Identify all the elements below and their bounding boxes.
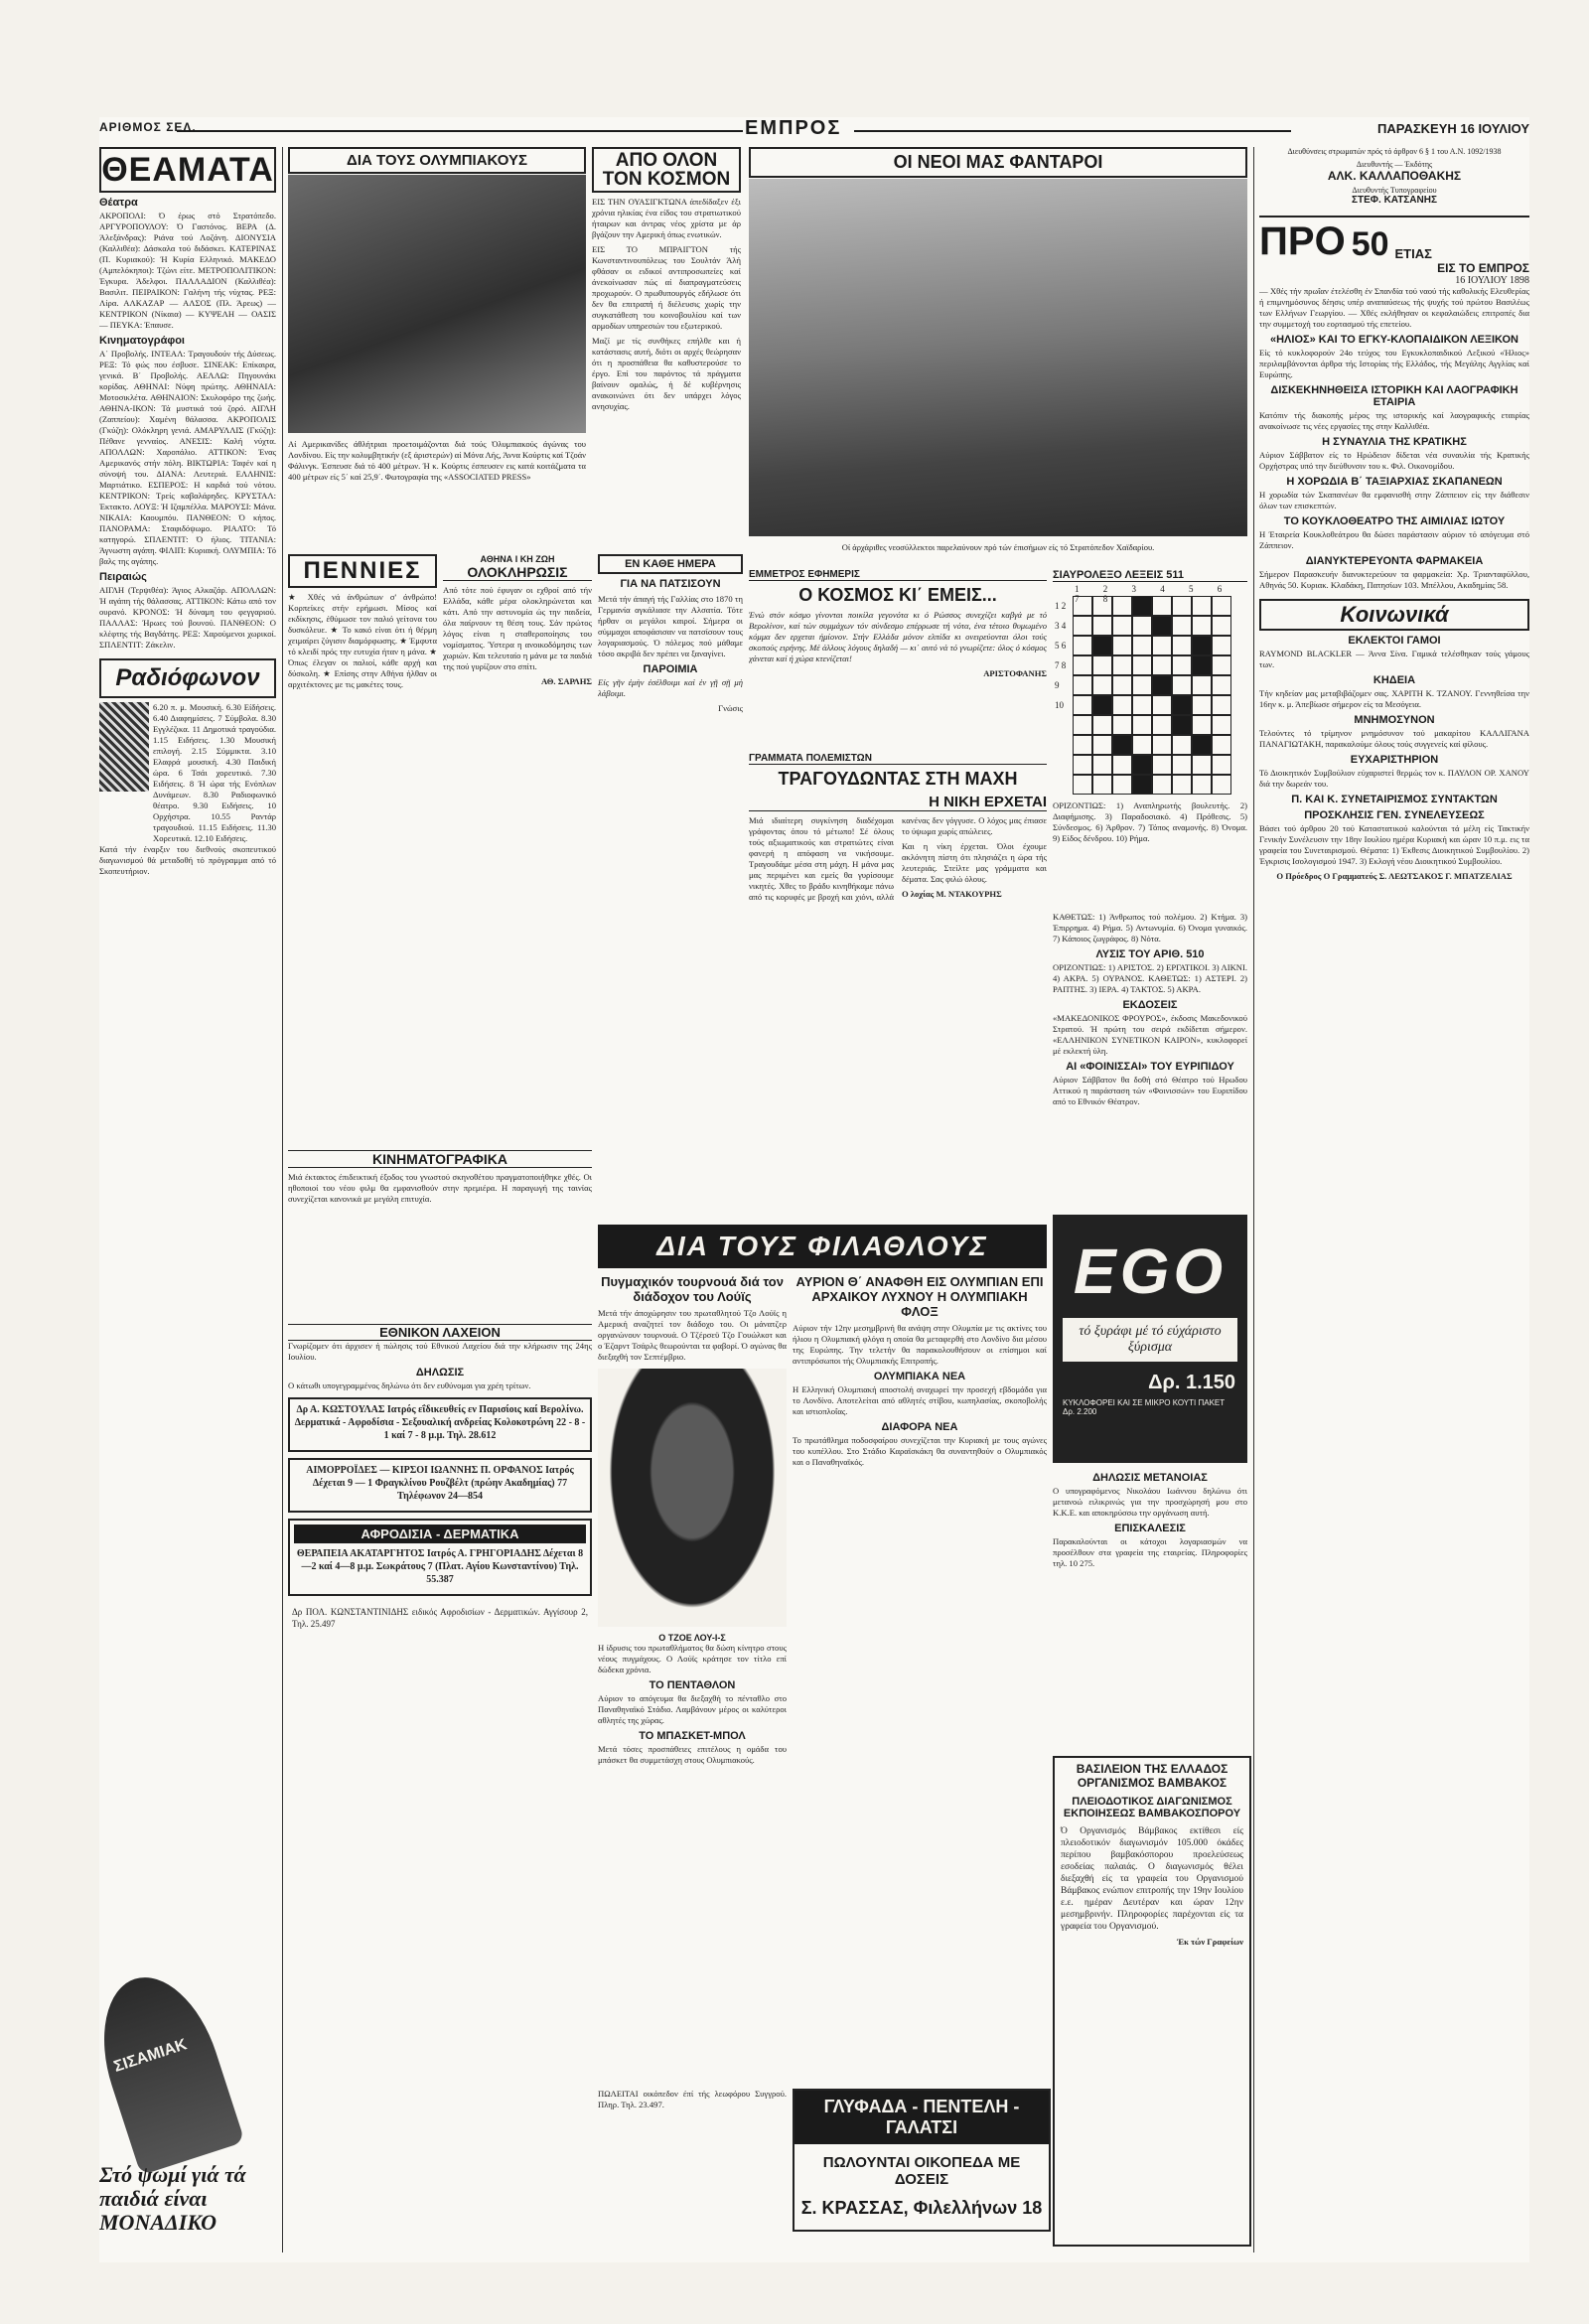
war-letters-title: ΤΡΑΓΟΥΔΩΝΤΑΣ ΣΤΗ ΜΑΧΗ — [778, 769, 1018, 789]
crossword-square — [1152, 755, 1172, 775]
fifty-years-header — [1259, 216, 1529, 261]
assembly-signature: Ο Πρόεδρος Ο Γραμματεύς Σ. ΛΕΩΤΣΑΚΟΣ Γ. ΜΠΑΤΖΕΛΙΑΣ — [1276, 871, 1513, 881]
crossword-square — [1073, 775, 1092, 795]
basketball-text: Μετά τόσες προσπάθειες επιτέλους η ομάδα του μπάσκετ θα συμμετάσχη στους Ολυμπιακούς. — [598, 1744, 787, 1765]
crossword-square — [1172, 695, 1192, 715]
pro-label: ΠΡΟ — [1259, 219, 1346, 263]
soldiers-caption: Οί άρχάριθες νεοσύλλεκτοι παρελαύνουν πρό τών έπισήμων είς τό Στρατόπεδον Χαϊδαρίου. — [841, 542, 1155, 552]
war-letters-kicker: ΓΡΑΜΜΑΤΑ ΠΟΛΕΜΙΣΤΩΝ — [749, 753, 1047, 765]
crossword-square — [1132, 596, 1152, 616]
crossword-square — [1212, 636, 1231, 655]
crossword-square — [1112, 655, 1132, 675]
masthead — [99, 117, 1529, 143]
weddings-heading: ΕΚΛΕΚΤΟΙ ΓΑΜΟΙ — [1348, 635, 1441, 647]
crossword-vertical: ΚΑΘΕΤΩΣ: 1) Άνθρωπος τού πολέμου. 2) Κτήμα. 3) Έπιρρημα. 4) Ρήμα. 5) Αντωνυμία. 6) Όνομα γυναικός. 7) Κάποιος ζωγράφος. 8) Νότα. — [1053, 912, 1247, 944]
crossword-square — [1192, 636, 1212, 655]
crossword-square — [1073, 636, 1092, 655]
olympians-section — [288, 147, 586, 544]
basileion-text: Ό Οργανισμός Βάμβακος εκτίθεσι είς πλειοδοτικόν διαγωνισμόν 105.000 όκάδες περίπου βαμβακόσπορου προελεύσεως εσοδείας παλαιάς. Ο διαγωνισμός θέλει διεξαχθή είς τα γραφεία του Οργανισμού Βάμβακος ενώπιον επιτροπής την 19ην Ιουλίου ε.ε. ημέραν Δευτέραν και ώραν 12ην μεσημβρινήν. Πληροφορίες παρέχονται είς τα γραφεία του Οργανισμού. — [1061, 1826, 1243, 1932]
crossword-square — [1073, 655, 1092, 675]
crossword-square — [1192, 616, 1212, 636]
crossword-square — [1172, 655, 1192, 675]
assembly-heading: ΠΡΟΣΚΛΗΣΙΣ ΓΕΝ. ΣΥΝΕΛΕΥΣΕΩΣ — [1304, 809, 1485, 821]
crossword-square — [1092, 715, 1112, 735]
war-letters-signature: Ο λοχίας Μ. ΝΤΑΚΟΥΡΗΣ — [902, 889, 1002, 899]
crossword-solution: ΟΡΙΖΟΝΤΙΩΣ: 1) ΑΡΙΣΤΟΣ. 2) ΕΡΓΑΤΙΚΟΙ. 3) ΛΙΚΝΙ. 4) ΑΚΡΑ. 5) ΟΥΡΑΝΟΣ. ΚΑΘΕΤΩΣ: 1) ΑΣΤΕΡΙ. 2) ΡΑΠΤΗΣ. 3) ΙΕΡΑ. 4) ΤΑΚΤΟΣ. 5) ΑΚΡΑ. — [1053, 962, 1247, 994]
crossword-solution-title: ΛΥΣΙΣ ΤΟΥ ΑΡΙΘ. 510 — [1095, 948, 1205, 960]
joe-louis-caption: Ο ΤΖΟΕ ΛΟΥ-Ι-Σ — [658, 1633, 726, 1643]
crossword-square — [1132, 755, 1152, 775]
war-letters-subtitle: Η ΝΙΚΗ ΕΡΧΕΤΑΙ — [749, 794, 1047, 811]
pennies-title: ΠΕΝΝΙΕΣ — [288, 554, 437, 588]
crossword-section — [1053, 569, 1247, 907]
doctor-ad-1-text: Δρ Α. ΚΩΣΤΟΥΛΑΣ Ιατρός εΐδικευθείς εν Παρισίοις καί Βερολίνω. Δερματικά - Αφροδίσια - Σεξουαλική ανδρείας Κολοκοτρώνη 22 - 8 - 1 καί 7 - 8 μ.μ. Τηλ. 28.612 — [294, 1404, 586, 1441]
pentathlon-text: Αύριον το απόγευμα θα διεξαχθή το πένταθλο στο Παναθηναϊκό Στάδιο. Λαμβάνουν μέρος οι καλύτεροι αθλητές της χώρας. — [598, 1693, 787, 1725]
olokliroseis-section — [443, 554, 592, 1150]
summons-heading: ΕΠΙΣΚΑΛΕΣΙΣ — [1114, 1523, 1186, 1534]
crossword-square — [1112, 675, 1132, 695]
right-sidebar — [1259, 147, 1529, 2262]
proverb-text: Εἰς γῆν ἐμὴν ἐσέλθοιμι καὶ ἐν γῇ σῇ μὴ λάβοιμι. — [598, 677, 743, 698]
crossword-square — [1112, 616, 1132, 636]
lottery-declaration-heading: ΔΗΛΩΣΙΣ — [415, 1367, 465, 1379]
war-letters-body — [749, 815, 1047, 904]
lottery-text: Γνωρίζομεν ότι άρχισεν ή πώλησις τού Εθνικού Λαχείου διά την κλήρωσιν της 24ης Ιουλίου. — [288, 1341, 592, 1362]
crossword-square — [1092, 636, 1112, 655]
funeral-heading: ΚΗΔΕΙΑ — [1372, 674, 1416, 686]
emmetros-poem: Ένώ στόν κόσμο γίνονται ποικίλα γεγονότα κι ό Ρώσσος συνεχίζει καβγά με τό Βερολίνον, καί τών συμμάχων τόν σύνδεσμο επέρρωσε τή νότα, ένα τέτοιο θυμωμένο κόμμα δεν ερχεται ήμίονον. Στήν Ελλάδα μόνον ελπίδα κι ονειρεύονται όλοι τούς σκοπούς ειρήνης. Μέ άλλους λόγους δηλαδή — κι΄ αυτό νά τό γνωρίζετε: όλος ό κόσμος χάνεται καί ή χώρα κτενίζεται! — [749, 610, 1047, 663]
daily-section — [598, 554, 743, 1150]
crossword-square — [1172, 755, 1192, 775]
for-sale-text: ΠΩΛΕΙΤΑΙ οικόπεδον έπί τής λεωφόρου Συγγρού. Πληρ. Τηλ. 23.497. — [598, 2089, 787, 2109]
page-number-label: ΑΡΙΘΜΟΣ ΣΕΛ. — [99, 120, 197, 134]
sports-banner — [598, 1225, 1047, 1268]
director-name: ΑΛΚ. ΚΑΛΛΑΠΟΘΑΚΗΣ — [1327, 169, 1462, 183]
olokliroseis-title: ΟΛΟΚΛΗΡΩΣΙΣ — [443, 564, 592, 581]
lottery-title: ΕΘΝΙΚΟΝ ΛΑΧΕΙΟΝ — [288, 1324, 592, 1341]
phoinissai-text: Αύριον Σάββατον θα δοθή στό Θέατρο τού Ηρωδου Αττικού η παράσταση τών «Φοινισσών» του Ευριπίδου από το Εθνικόν Θέατρον. — [1053, 1075, 1247, 1106]
crossword-square — [1112, 775, 1132, 795]
lottery-declaration-text: Ο κάτωθι υπογεγραμμένος δηλώνω ότι δεν ευθύνομαι για χρέη τρίτων. — [288, 1380, 531, 1390]
daily-heading: ΓΙΑ ΝΑ ΠΑΤΣΙΣΟΥΝ — [620, 578, 721, 590]
crossword-square — [1152, 655, 1172, 675]
daily-text: Μετά τήν άπαγή τής Γαλλίας στο 1870 τη Γερμανία αγκάλιασε την Αλσατία. Τότε ήρθαν οι μεγάλοι καιροί. Σήμερα οι σύμμαχοι αποφάσισαν να πατσίσουν τους λογαριασμούς. Ό πόλεμος πού μάθαμε τόσο ακριβά δεν πρέπει να ξαναγίνει. — [598, 594, 743, 658]
radio-note: Κατά τήν έναρξιν του διεθνούς σκοπευτικού διαγωνισμού θά μεταδοθή τό πρόγραμμα από τό Σκοπευτήριον. — [99, 844, 276, 876]
choir-heading: Η ΧΟΡΩΔΙΑ Β΄ ΤΑΞΙΑΡΧΙΑΣ ΣΚΑΠΑΝΕΩΝ — [1286, 476, 1503, 488]
ego-brand: EGO — [1073, 1235, 1228, 1307]
misc-news-heading: ΔΙΑΦΟΡΑ ΝΕΑ — [881, 1421, 958, 1433]
thanks-heading: ΕΥΧΑΡΙΣΤΗΡΙΟΝ — [1350, 754, 1439, 766]
crossword-continued — [1053, 912, 1247, 1210]
social-title: Κοινωνικά — [1259, 599, 1529, 631]
doctor-ad-3 — [288, 1519, 592, 1596]
crossword-squares — [1073, 596, 1231, 795]
war-letters-text: Μιά ιδιαίτερη συγκίνηση διαδέχομαι γράφοντας όπου τό μέτωπο! Σέ όλους τούς αξιωματικούς και στρατιώτες είναι φανερή η απόφαση να νικήσουμε. Τραγουδάμε μέσα στη μάχη. Η μάνα μας μας περιμένει και εμείς θα γυρίσουμε νικητές. Χθες το βράδυ κινηθήκαμε πάνω από τις κορυφές με βροχή και χιόνι, αλλά κανένας δεν γόγγυσε. Ο λόχος μας έπιασε το ύψωμα χωρίς απώλειες. — [749, 815, 1047, 902]
crossword-square — [1212, 675, 1231, 695]
proverb-heading: ΠΑΡΟΙΜΙΑ — [643, 663, 698, 675]
cinemas-listing: Α΄ Προβολής. ΙΝΤΕΑΛ: Τραγουδούν τής Δύσεως. ΡΕΞ: Τό φώς που έσβυσε. ΣΙΝΕΑΚ: Επίκαιρα, γενικά. Β΄ Προβολής. ΑΕΛΛΩ: Πηγουνάκι κορίδας. ΑΘΗΝΑΙ: Νύφη πρώτης. ΑΘΗΝΑΙΑ: Μοτοσικλέτα. ΑΘΗΝΑΙΟΝ: Σκυλοφόρο της ζωής. ΑΘΗΝΑ-ΙΚΟΝ: Τά μυστικά τού ζορό. ΑΙΓΛΗ (Ζαππείου): Χαμένη θάλασσα. ΑΚΡΟΠΟΛΙΣ (Γκύζη): Ολόκληρη γενιά. ΑΜΑΡΥΛΛΙΣ (Γκύζη): Πέθανε γενναίος. ΑΝΕΣΙΣ: Καλή νύχτα. ΑΠΟΛΛΩΝ: Χαροπάλιο. ΑΤΤΙΚΟΝ: Ένας Αμερικανός στήν πόλη. ΒΙΚΤΩΡΙΑ: Ταφέν καί η σύνοψή του. ΔΙΑΝΑ: Λευτεριά. ΕΛΛΗΝΙΣ: Μαρτιάτικο. ΕΣΠΕΡΟΣ: Η καρδιά τού νότου. ΚΕΝΤΡΙΚΟΝ: Τρείς καβαλάρηδες. ΚΡΥΣΤΑΛ: Έκτακτο. ΛΟΥΞ: Ή Ιζαμπέλλα. ΜΑΡΟΥΣΙ: Μάνα. ΝΙΚΑΙΑ: Καουμπόυ. ΠΑΝΘΕΟΝ: Ό κήπος. ΠΑΝΟΡΑΜΑ: Σταφιδόψωμο. ΡΙΑΛΤΟ: Τό κατηγορώ. ΣΠΛΕΝΤΙΤ: Ό ήλιος. ΤΙΤΑΝΙΑ: Άγνωστη αγάπη. ΦΙΛΙΠ: Κυριακή. ΟΛΥΜΠΙΑ: Τό βαλς της αγάπης. — [99, 349, 276, 566]
crossword-square — [1192, 735, 1212, 755]
olympic-news-text: Η Ελληνική Ολυμπιακή αποστολή αναχωρεί την προσεχή εβδομάδα για το Λονδίνο. Αποτελείται από αθλητές στίβου, κωπηλασίας, σκοποβολής και ιστιοπλοΐας. — [793, 1384, 1047, 1416]
pharmacies-text: Σήμερον Παρασκευήν διανυκτερεύουν τα φαρμακεία: Χρ. Τριανταφύλλου, Αθηνάς 50. Κυριακ. Κλαδάκη, Πατησίων 103. Μπέλλου, Ακαδημίας 58. — [1259, 569, 1529, 590]
boxing-section — [598, 1274, 787, 2084]
crossword-square — [1132, 675, 1152, 695]
print-name: ΣΤΕΦ. ΚΑΤΣΑΝΗΣ — [1352, 195, 1437, 206]
cinemas-subtitle: Κινηματογράφοι — [99, 335, 185, 347]
pennies-text: ★ Χθές νά άνθρώπων σ' άνθρώπο! Κορπείκες στήν ερήμωσι. Μίσος καί εκδίκησις, έθύμωσε τον παλιό γείτονα του δυσκόλευε. ★ Το κακό είναι ότι ή θέρμη χειμαίρει ζύγισιν διαμόρφωσης. ★ Έμφυτα τό κλειδί πρός την ευτυχία ήταν η μάνα. ★ Όπως έλεγαν οι παλιοί, κάθε αρχή και δύσκολη. ★ Επίσης στην Αθήνα ήλθαν οι αρχιτέκτονες με τις μακέτες τους. — [288, 592, 437, 689]
assembly-text: Βάσει τού άρθρου 20 τού Καταστατικού καλούνται τά μέλη είς Τακτικήν Γενικήν Συνέλευσιν την 18ην Ιουλίου ημέρα Κυριακή και ώραν 10 π.μ. εις τα γραφεία του Συνεταιρισμού. Θέματα: 1) Έκθεσις Διοικητικού Συμβουλίου. 2) Έγκρισις Ισολογισμού 1947. 3) Εκλογή νέου Διοικητικού Συμβουλίου. — [1259, 823, 1529, 866]
concert-heading: Η ΣΥΝΑΥΛΙΑ ΤΗΣ ΚΡΑΤΙΚΗΣ — [1322, 436, 1467, 448]
radio-title: Ραδιόφωνον — [99, 658, 276, 698]
olympic-flame-heading: ΑΥΡΙΟΝ Θ΄ ΑΝΑΦΘΗ ΕΙΣ ΟΛΥΜΠΙΑΝ ΕΠΙ ΑΡΧΑΙΚΟΥ ΛΥΧΝΟΥ Η ΟΛΥΜΠΙΑΚΗ ΦΛΟΞ — [795, 1274, 1044, 1319]
crossword-square — [1132, 655, 1152, 675]
sisamiak-jar — [99, 1962, 245, 2176]
crossword-square — [1092, 596, 1112, 616]
boxing-text2: Η ίδρυσις του πρωταθλήματος θα δώση κίνητρο στους νέους πυγμάχους. Ο Λούϊς κράτησε τον τίτλο επί δώδεκα χρόνια. — [598, 1643, 787, 1674]
crossword-square — [1212, 655, 1231, 675]
radio-program: 6.20 π. μ. Μουσική. 6.30 Είδήσεις. 6.40 Διαφημίσεις. 7 Σύμβολα. 8.30 Εγγλέζικα. 11 Δημοτικά τραγούδια. 1.15 Ειδήσεις. 1.30 Μουσική επιλογή. 2.15 Σύμμικτα. 3.10 Ελαφρά μουσική. 4.30 Παιδική ώρα. 6 Τσάι χορευτικό. 7.30 Ειδήσεις. 8 Ή ώρα τής Ενόπλων Δυνάμεων. 8.30 Ραδιοφωνικό θέατρο. 9.30 Ειδήσεις. 10 Ορχήστρα. 10.55 Ραντάρ τραγουδιού. 11.15 Ειδήσεις. 11.30 Χορευτικά. 12.10 Ειδήσεις. — [153, 702, 276, 843]
world-news-p2: ΕΙΣ ΤΟ ΜΠΡΑΙΓΤΟΝ τής Κωνσταντινουπόλεως του Σουλτάν Άλή φθάσαν οι ειδικοί αντιπροσωπείες καί άνεκοίνωσαν πώς αί διαπραγματεύσεις προχωρούν. Ο πρωθυπουργός εδήλωσε ότι δεν θα επιτραπή ή διέλευσις χωρίς την συγκατάθεση του κοινοβουλίου καί των αρμοδίων υπηρεσιών του εξωτερικού. — [592, 244, 741, 331]
crossword-square — [1172, 596, 1192, 616]
olympians-caption: Αί Αμερικανίδες άθλήτριαι προετοιμάζονται διά τούς Όλυμπιακούς άγώνας του Λονδίνου. Είς την κολυμβητικήν (εξ άριστερών) αί Μόνα Λής, Άννα Κούρτις καί Τζοάν Φάλινγκ. Έσπευσε διά τό 400 μέτρων. Ή κ. Κούρτις έσπευσεν εις κατά κοιτάζματα τα 400 μέτρων είς 5΄ καί 25,9΄. Φωτογραφία της «ASSOCIATED PRESS» — [288, 439, 586, 482]
soldiers-section — [749, 147, 1247, 564]
cinema-news-section — [288, 1150, 592, 1319]
declaration-section — [1053, 1468, 1247, 1746]
war-letters-text2: Και η νίκη έρχεται. Όλοι έχουμε ακλόνητη πίστη ότι πλησιάζει η ώρα τής λευτεριάς. Στείλτε μας γράμματα και δέματα. Σας φιλώ όλους. — [902, 841, 1047, 884]
crossword-grid — [1053, 582, 1247, 800]
theamata-title: ΘΕΑΜΑΤΑ — [99, 147, 276, 193]
historical-society-text: Κατόπιν τής διακοπής μέρος της ιστορικής καί λαογραφικής εταιρίας ανακοίνωσε τις νέες εργασίες της στην Καλλιθέα. — [1259, 410, 1529, 431]
crossword-square — [1152, 596, 1172, 616]
sisamiak-label: ΣΙΣΑΜΙΑΚ — [111, 2036, 190, 2076]
crossword-square — [1092, 616, 1112, 636]
world-news-p3: Μαζί με τίς συνθήκες επήλθε και ή κατάστασις αυτή, διότι οι αρχές θεώρησαν ότι η προσπάθεια θα καθυστερούσε το έργο. Επί του παρόντος τά πράγματα βαίνουν ομαλώς, ή δέ κυβέρνησις ανακοινώνει ότι δεν υπάρχει λόγος ανησυχίας. — [592, 336, 741, 411]
crossword-square — [1152, 735, 1172, 755]
crossword-square — [1073, 596, 1092, 616]
crossword-square — [1132, 775, 1152, 795]
legal-notice: Διευθύνσεις στρωματών πρός τό άρθρον 6 § 1 του Α.Ν. 1092/1938 — [1287, 147, 1502, 156]
crossword-square — [1212, 735, 1231, 755]
crossword-square — [1112, 636, 1132, 655]
for-sale-notice — [598, 2089, 787, 2228]
left-ads-column — [288, 1324, 592, 2218]
pennies-section — [288, 554, 437, 1150]
crossword-square — [1192, 775, 1212, 795]
newspaper-name: ΕΜΠΡΟΣ — [745, 117, 842, 139]
declaration-text: Ο υπογραφόμενος Νικολάου Ιωάννου δηλώνω ότι μετανοώ ειλικρινώς για την προσχώρησή μου στο Κ.Κ.Ε. και αποκηρύσσω την οργάνωση αυτή. — [1053, 1486, 1247, 1518]
crossword-col-numbers: 1 2 3 4 5 6 7 8 — [1075, 584, 1233, 604]
crossword-square — [1212, 715, 1231, 735]
crossword-title: ΣΙΑΥΡΟΛΕΞΟ ΛΕΞΕΙΣ 511 — [1053, 569, 1247, 582]
glyfada-ad — [793, 2089, 1051, 2232]
crossword-square — [1152, 675, 1172, 695]
boxing-text: Μετά τήν άποχώρησιν του πρωταθλητού Τζο Λούϊς η Αμερική αναζητεί τον διάδοχο του. Οι μάνατζερ οργανώνουν τουρνουά. Ο Τζέρσεϋ Τζο Γουώλκοτ και ο Έζαρντ Τσάρλς θεωρούνται τα φαβορί. Ό αγώνας θα διεξαχθή τον Σεπτέμβριο. — [598, 1308, 787, 1362]
doctor-ad-3-title: ΑΦΡΟΔΙΣΙΑ - ΔΕΡΜΑΤΙΚΑ — [294, 1525, 586, 1543]
soldiers-title: ΟΙ ΝΕΟΙ ΜΑΣ ΦΑΝΤΑΡΟΙ — [749, 147, 1247, 178]
coop-heading: Π. ΚΑΙ Κ. ΣΥΝΕΤΑΙΡΙΣΜΟΣ ΣΥΝΤΑΚΤΩΝ — [1291, 794, 1498, 805]
doctor-ad-2-text: ΑΙΜΟΡΡΟΪΔΕΣ — ΚΙΡΣΟΙ ΙΩΑΝΝΗΣ Π. ΟΡΦΑΝΟΣ Ιατρός Δέχεται 9 — 1 Φραγκλίνου Ρουζβέλτ (πρώην Ακαδημίας) 77 Τηλέφωνον 24—854 — [306, 1465, 574, 1502]
basileion-title: ΒΑΣΙΛΕΙΟΝ ΤΗΣ ΕΛΛΑΔΟΣ ΟΡΓΑΝΙΣΜΟΣ ΒΑΜΒΑΚΟΣ — [1076, 1762, 1228, 1790]
theatres-subtitle: Θέατρα — [99, 197, 138, 209]
crossword-square — [1212, 755, 1231, 775]
boxing-heading: Πυγμαχικόν τουρνουά διά τον διάδοχον του Λούϊς — [601, 1274, 784, 1304]
ego-note: ΚΥΚΛΟΦΟΡΕΙ ΚΑΙ ΣΕ ΜΙΚΡΟ ΚΟΥΤΙ ΠΑΚΕΤ Δρ. 2.200 — [1063, 1398, 1226, 1416]
crossword-square — [1092, 775, 1112, 795]
crossword-square — [1073, 715, 1092, 735]
column-divider — [282, 147, 283, 2252]
crossword-square — [1073, 616, 1092, 636]
puppet-text: Η Έταιρεία Κουκλοθεάτρου θα δώσει παράστασιν αύριον τό απόγευμα στό Ζάππειον. — [1259, 529, 1529, 550]
pharmacies-heading: ΔΙΑΝΥΚΤΕΡΕΥΟΝΤΑ ΦΑΡΜΑΚΕΙΑ — [1305, 555, 1484, 567]
olympic-flame-text: Αύριον τήν 12ην μεσημβρινή θα ανάψη στην Ολυμπία με τις ακτίνες του ήλιου η Ολυμπιακή φλόγα η οποία θα μεταφερθή στο Λονδίνο δια μέσου της Ευρώπης. Την τελετήν θα παρακολουθήσουν οι επίσημοι καί αντιπρόσωποι τής Ολυμπιακής Επιτροπής. — [793, 1323, 1047, 1366]
crossword-square — [1192, 675, 1212, 695]
print-label: Διευθυντής Τυπογραφείου — [1352, 186, 1437, 195]
memorial-text: Τελούντες τό τρίμηνον μνημόσυνον τού μακαρίτου ΚΑΛΛΙΓΑΝΑ ΠΑΝΑΓΙΩΤΑΚΗ, παρακαλούμε όλους τούς συγγενείς καί φίλους. — [1259, 728, 1529, 749]
ilios-heading: «ΗΛΙΟΣ» ΚΑΙ ΤΟ ΕΓΚΥ-ΚΛΟΠΑΙΔΙΚΟΝ ΛΕΞΙΚΟΝ — [1270, 334, 1518, 346]
masthead-rule-right — [854, 130, 1291, 132]
joe-louis-photo — [598, 1369, 787, 1627]
sports-banner-title: ΔΙΑ ΤΟΥΣ ΦΙΛΑΘΛΟΥΣ — [656, 1231, 988, 1261]
cinema-news-title: ΚΙΝΗΜΑΤΟΓΡΑΦΙΚΑ — [288, 1150, 592, 1168]
weddings-text: RAYMOND BLACKLER — Άννα Σίνα. Γαμικά τελέσθηκαν τούς γάμους των. — [1259, 649, 1529, 669]
olympic-flame-section — [793, 1274, 1047, 2084]
thanks-text: Τό Διοικητικόν Συμβούλιον εύχαριστεί θερμώς τον κ. ΠΑΥΛΟΝ ΟΡ. ΧΑΝΟΥ διά την δωρεάν του. — [1259, 768, 1529, 789]
crossword-square — [1152, 695, 1172, 715]
crossword-square — [1092, 695, 1112, 715]
radio-icon — [99, 702, 149, 792]
crossword-square — [1172, 735, 1192, 755]
emmetros-heading: Ο ΚΟΣΜΟΣ ΚΙ΄ ΕΜΕΙΣ... — [798, 585, 997, 605]
crossword-square — [1092, 735, 1112, 755]
basileion-notice — [1053, 1756, 1251, 2247]
olokliroseis-text: Από τότε πού έφυγαν οι εχθροί από τήν Ελλάδα, κάθε μέρα ολοκληρώνεται και κάτι. Από την αστυνομία ώς την παιδεία, όλα παίρνουν τη θέση τους. Σάν πρώτος λόγος είναι η σταθεροποίησις του νομίσματος. Ύστερα η ανοικοδόμησις των χωριών. Και τελευταίο η μάνα με τα παιδιά της πού γυρίζουν στο σπίτι. — [443, 585, 592, 671]
summons-text: Παρακαλούνται οι κάτοχοι λογαριασμών να προσέλθουν στα γραφεία της εταιρείας. Πληροφορίες τηλ. 10 275. — [1053, 1536, 1247, 1568]
glyfada-sub: ΠΩΛΟΥΝΤΑΙ ΟΙΚΟΠΕΔΑ ΜΕ ΔΟΣΕΙΣ — [822, 2154, 1021, 2188]
proverb-signature: Γνώσις — [718, 703, 743, 713]
theamata-column — [99, 147, 276, 2262]
sidebar-divider — [1253, 147, 1254, 2252]
fifty-years-text: — Χθές τήν πρωΐαν έτελέσθη έν Σπανδία τού ναού τής καθολικής Ελευθερίας ή επιμνημόσυνος δέησις υπέρ αναπαύσεως τής ψυχής τού πρώτου Βασιλέως των Ελλήνων Γεωργίου. — Χθές εκλήθησαν οι κεφαλαιώδεις επιτροπές δια την συμμετοχή του εορτασμού τής επετείου. — [1259, 286, 1529, 329]
crossword-square — [1152, 616, 1172, 636]
crossword-square — [1152, 636, 1172, 655]
glyfada-title: ΓΛΥΦΑΔΑ - ΠΕΝΤΕΛΗ - ΓΑΛΑΤΣΙ — [794, 2091, 1049, 2144]
doctor-ad-4 — [288, 1602, 592, 1638]
world-news — [592, 147, 741, 564]
crossword-square — [1172, 675, 1192, 695]
doctor-ad-2 — [288, 1458, 592, 1513]
crossword-square — [1112, 596, 1132, 616]
world-news-p1: ΕΙΣ ΤΗΝ ΟΥΑΣΙΓΚΤΩΝΑ άπεδίδαξεν έξι χρόνια ηλικίας ένα είδος του στρατιωτικού ήταιρων και άντρας νέος χρίστα με άρ βγάζουν την Αμερική όπως ενωτικών. — [592, 197, 741, 239]
crossword-square — [1212, 596, 1231, 616]
crossword-row-numbers: 1 2 3 4 5 6 7 8 9 10 — [1055, 601, 1067, 710]
crossword-square — [1112, 695, 1132, 715]
crossword-square — [1073, 755, 1092, 775]
soldiers-photo — [749, 179, 1247, 536]
crossword-square — [1112, 755, 1132, 775]
etias-label: ΕΤΙΑΣ — [1394, 246, 1432, 261]
olokliroseis-signature: ΑΘ. ΣΑΡΛΗΣ — [541, 676, 592, 686]
masthead-rule-left — [177, 130, 743, 132]
puppet-heading: ΤΟ ΚΟΥΚΛΟΘΕΑΤΡΟ ΤΗΣ ΑΙΜΙΛΙΑΣ ΙΩΤΟΥ — [1283, 515, 1506, 527]
olympians-photo — [288, 175, 586, 433]
crossword-square — [1172, 715, 1192, 735]
daily-title: ΕΝ ΚΑΘΕ ΗΜΕΡΑ — [598, 554, 743, 574]
doctor-ad-4-text: Δρ ΠΟΛ. ΚΩΝΣΤΑΝΤΙΝΙΔΗΣ ειδικός Αφροδισίων - Δερματικών. Αγγίσουρ 2, Τηλ. 25.497 — [292, 1607, 588, 1629]
olympic-news-heading: ΟΛΥΜΠΙΑΚΑ ΝΕΑ — [873, 1371, 966, 1382]
crossword-square — [1073, 675, 1092, 695]
olympians-title: ΔΙΑ ΤΟΥΣ ΟΛΥΜΠΙΑΚΟΥΣ — [288, 147, 586, 174]
fifty-years-sub: ΕΙΣ ΤΟ ΕΜΠΡΟΣ — [1437, 261, 1529, 275]
crossword-square — [1132, 735, 1152, 755]
crossword-square — [1212, 616, 1231, 636]
spacer-2 — [1259, 1289, 1260, 1290]
ego-slogan: τό ξυράφι μέ τό εύχάριστο ξύρισμα — [1063, 1318, 1237, 1362]
radio-section — [99, 702, 276, 844]
ego-price: Δρ. 1.150 — [1148, 1372, 1235, 1393]
ekdoseis-text: «ΜΑΚΕΔΟΝΙΚΟΣ ΦΡΟΥΡΟΣ», έκδοσις Μακεδονικού Στρατού. Ή πρώτη του σειρά εκδίδεται σήμερον. «ΕΛΛΗΝΙΚΟΝ ΣΥΝΕΤΙΚΟΝ ΚΑΙΡΟΝ», κυκλοφορεί μέ εκλεκτή ύλη. — [1053, 1013, 1247, 1056]
crossword-square — [1132, 695, 1152, 715]
crossword-square — [1132, 616, 1152, 636]
doctor-ad-3-text: ΘΕΡΑΠΕΙΑ ΑΚΑΤΑΡΓΗΤΟΣ Ιατρός Α. ΓΡΗΓΟΡΙΑΔΗΣ Δέχεται 8—2 καί 4—8 μ.μ. Σωκράτους 7 (Πλατ. Αγίου Κωνσταντίνου) Τηλ. 55.387 — [296, 1548, 584, 1585]
crossword-square — [1152, 775, 1172, 795]
crossword-square — [1152, 715, 1172, 735]
crossword-horizontal: ΟΡΙΖΟΝΤΙΩΣ: 1) Αναπληρωτής βουλευτής. 2) Διαφήμισης. 3) Παραδοσιακό. 4) Πρόθεσις. 5) Σύνδεσμος. 6) Άρθρον. 7) Τόπος αναμονής. 8) Όνομα. 9) Είδος δένδρου. 10) Ρήμα. — [1053, 800, 1247, 843]
declaration-heading: ΔΗΛΩΣΙΣ ΜΕΤΑΝΟΙΑΣ — [1092, 1472, 1208, 1484]
crossword-square — [1112, 735, 1132, 755]
olokliroseis-kicker: ΑΘΗΝΑ Ι ΚΗ ΖΩΗ — [480, 554, 555, 564]
cinema-news-text: Μιά έκτακτος έπιδεικτική έξοδος του γνωστού σκηνοθέτου πραγματοποιήθηκε χθές. Οι ηθοποιοί του νέου φιλμ θα εμφανισθούν στην πρεμιέρα. Η παραγωγή της ταινίας συνεχίζεται κανονικά με μεγάλη επιτυχία. — [288, 1172, 592, 1204]
piraeus-listing: ΑΙΓΛΗ (Τερψιθέα): Άγιος Αλκαζάρ. ΑΠΟΛΛΩΝ: Ή αγάπη τής θάλασσας. ΑΤΤΙΚΟΝ: Κάτω από τον ουρανό. ΚΡΟΝΟΣ: Ή δύναμη του φεγγαριού. ΠΑΛΛΑΣ: Ήρωες τού βουνού. ΠΑΝΘΕΟΝ: Ο κλέφτης τής Βαγδάτης. ΡΕΞ: Χαρούμενοι χωρικοί. ΣΠΛΕΝΤΙΤ: Ζάκελιν. — [99, 585, 276, 650]
fifty-label: 50 — [1351, 225, 1389, 263]
pentathlon-heading: ΤΟ ΠΕΝΤΑΘΛΟΝ — [649, 1679, 736, 1691]
basileion-sub: ΠΛΕΙΟΔΟΤΙΚΟΣ ΔΙΑΓΩΝΙΣΜΟΣ ΕΚΠΟΙΗΣΕΩΣ ΒΑΜΒΑΚΟΣΠΟΡΟΥ — [1063, 1796, 1241, 1819]
basketball-heading: ΤΟ ΜΠΑΣΚΕΤ-ΜΠΟΛ — [639, 1730, 746, 1742]
crossword-square — [1192, 715, 1212, 735]
choir-text: Η χορωδία τών Σκαπανέων θα εμφανισθή στην Ζάππειον είς την διάθεσιν όλων των επισκεπτών. — [1259, 490, 1529, 510]
memorial-heading: ΜΝΗΜΟΣΥΝΟΝ — [1354, 714, 1435, 726]
piraeus-subtitle: Πειραιώς — [99, 571, 147, 583]
crossword-square — [1192, 695, 1212, 715]
crossword-square — [1132, 715, 1152, 735]
sisamiak-slogan: Στό ψωμί γιά τά παιδιά είναι ΜΟΝΑΔΙΚΟ — [99, 2162, 246, 2235]
crossword-square — [1132, 636, 1152, 655]
crossword-square — [1192, 655, 1212, 675]
crossword-square — [1092, 655, 1112, 675]
crossword-square — [1172, 636, 1192, 655]
ekdoseis-title: ΕΚΔΟΣΕΙΣ — [1122, 999, 1178, 1011]
misc-news-text: Το πρωτάθλημα ποδοσφαίρου συνεχίζεται την Κυριακή με τους αγώνες του κυπέλλου. Στο Στάδιο Καραϊσκάκη θα συναντηθούν ο Ολυμπιακός και ο Παναθηναϊκός. — [793, 1435, 1047, 1467]
newspaper-page — [99, 117, 1529, 2262]
glyfada-contact: Σ. ΚΡΑΣΣΑΣ, Φιλελλήνων 18 — [800, 2198, 1043, 2218]
crossword-square — [1092, 755, 1112, 775]
emmetros-kicker: ΕΜΜΕΤΡΟΣ ΕΦΗΜΕΡΙΣ — [749, 569, 1047, 581]
theatres-listing: ΑΚΡΟΠΟΛΙ: Ό έρως στό Στρατόπεδο. ΑΡΓΥΡΟΠΟΥΛΟΥ: Ό Γαστόνος. ΒΕΡΑ (Δ. Άλεξάνδρας): Ριάνα τού Λοζάνη. ΔΙΟΝΥΣΙΑ (Καλλιθέα): Δάσκαλα τού διδάσκει. ΚΑΤΕΡΙΝΑΣ (Π. Κυριακού): Ή Κυρία Ελληνικό. ΜΑΚΕΔΟ (Αμπελόκηποι): Τζώνι είτε. ΜΕΤΡΟΠΟΛΙΤΙΚΟΝ: Έγκυρα. Άδελφοι. ΠΑΛΛΑΔΙΟΝ (Καλλιθέα): Βασιλιτ. ΠΕΙΡΑΙΚΟΝ: Γαλήνη τής νύχτας. ΡΕΞ: Λίρα. ΑΛΚΑΖΑΡ — ΑΛΣΟΣ (Πλ. Άρεως) — ΚΕΝΤΡΙΚΟΝ (Νίκαια) — ΚΥΨΕΛΗ — ΟΑΣΙΣ — ΠΕΥΚΑ: Έπαυσε. — [99, 211, 276, 330]
emmetros-section — [749, 569, 1047, 748]
fifty-years-date: 16 ΙΟΥΛΙΟΥ 1898 — [1455, 275, 1529, 286]
ilios-text: Είς τό κυκλοφορούν 24ο τεύχος του Εγκυκλοπαιδικού Λεξικού «Ήλιος» περιλαμβάνονται άρθρα τής Ιστορίας τής Ελλάδος, τής Μεγάλης Αγγλίας καί Ευρώπης. — [1259, 348, 1529, 379]
crossword-square — [1112, 715, 1132, 735]
crossword-square — [1212, 695, 1231, 715]
director-label: Διευθυντής — Έκδότης — [1356, 160, 1433, 169]
ego-razor-ad — [1053, 1215, 1247, 1463]
crossword-square — [1192, 755, 1212, 775]
basileion-signature: Έκ τών Γραφείων — [1177, 1937, 1243, 1947]
crossword-square — [1092, 675, 1112, 695]
phoinissai-title: ΑΙ «ΦΟΙΝΙΣΣΑΙ» ΤΟΥ ΕΥΡΙΠΙΔΟΥ — [1066, 1061, 1234, 1073]
crossword-square — [1073, 735, 1092, 755]
crossword-square — [1192, 596, 1212, 616]
concert-text: Αύριον Σάββατον είς το Ηρώδειον δίδεται νέα συναυλία τής Κρατικής Ορχήστρας υπό την διεύθυνσιν του κ. Φιλ. Οικονομίδου. — [1259, 450, 1529, 471]
emmetros-signature: ΑΡΙΣΤΟΦΑΝΗΣ — [983, 668, 1047, 678]
crossword-square — [1073, 695, 1092, 715]
crossword-square — [1172, 775, 1192, 795]
issue-date: ΠΑΡΑΣΚΕΥΗ 16 ΙΟΥΛΙΟΥ — [1376, 121, 1529, 136]
doctor-ad-1 — [288, 1397, 592, 1452]
historical-society-heading: ΔΙΣΚΕΚΗΝΗΘΕΙΣΑ ΙΣΤΟΡΙΚΗ ΚΑΙ ΛΑΟΓΡΑΦΙΚΗ ΕΤΑΙΡΙΑ — [1270, 384, 1518, 408]
world-news-title: ΑΠΟ ΟΛΟΝ ΤΟΝ ΚΟΣΜΟΝ — [592, 147, 741, 193]
crossword-square — [1212, 775, 1231, 795]
funeral-text: Τήν κηδείαν μας μεταβιβάζομεν σας. ΧΑΡΙΤΗ Κ. ΤΖΑΝΟΥ. Γεννηθείσα την 16ην κ. μ. Άπεβίωσε σήμερον είς τα Μεσόγεια. — [1259, 688, 1529, 709]
crossword-square — [1172, 616, 1192, 636]
war-letters-section — [749, 753, 1047, 1210]
sisamiak-ad — [99, 1935, 276, 2252]
